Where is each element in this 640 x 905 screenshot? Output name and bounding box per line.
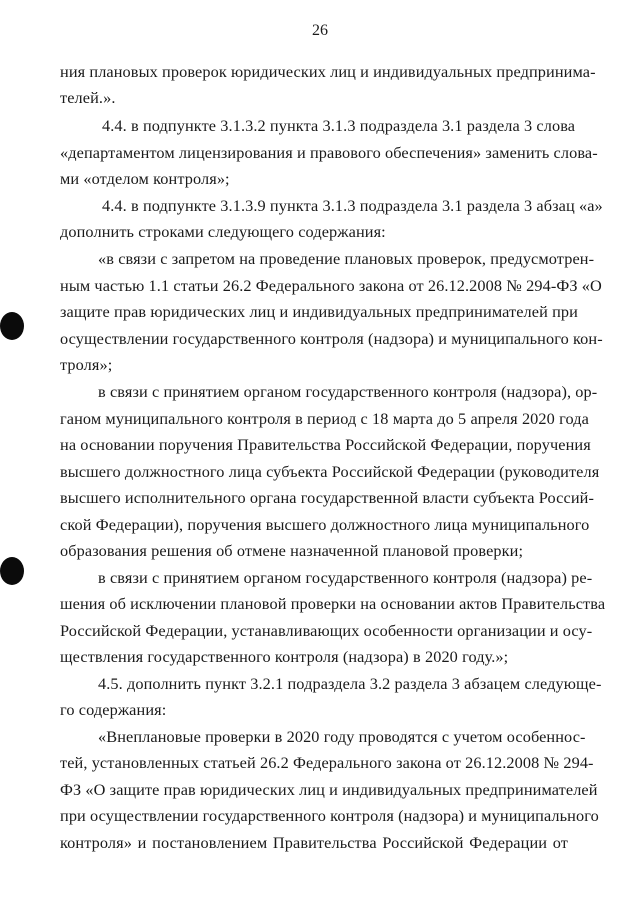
- text-line: ным частью 1.1 статьи 26.2 Федерального закона от 26.12.2008 № 294-ФЗ «О: [60, 276, 602, 295]
- punch-hole-bottom: [0, 557, 24, 585]
- text-line: ФЗ «О защите прав юридических лиц и индивидуальных предпринимателей: [60, 780, 598, 799]
- text-line: троля»;: [60, 355, 113, 374]
- text-line: ганом муниципального контроля в период с 18 марта до 5 апреля 2020 года: [60, 409, 589, 428]
- punch-hole-top: [0, 312, 24, 340]
- text-line: «в связи с запретом на проведение плановых проверок, предусмотрен-: [98, 249, 595, 268]
- text-line: «Внеплановые проверки в 2020 году проводятся с учетом особеннос-: [98, 727, 586, 746]
- text-line: защите прав юридических лиц и индивидуальных предпринимателей при: [60, 302, 578, 321]
- text-line: в связи с принятием органом государственного контроля (надзора), ор-: [98, 382, 598, 401]
- text-line: при осуществлении государственного контроля (надзора) и муниципального: [60, 806, 599, 825]
- text-line: ществления государственного контроля (надзора) в 2020 году.»;: [60, 647, 509, 666]
- text-line: осуществлении государственного контроля (надзора) и муниципального кон-: [60, 329, 603, 348]
- text-line: шения об исключении плановой проверки на основании актов Правительства: [60, 594, 606, 613]
- page-number: 26: [312, 22, 328, 39]
- text-line: 4.5. дополнить пункт 3.2.1 подраздела 3.2 раздела 3 абзацем следующе-: [98, 674, 602, 693]
- text-line: тей, установленных статьей 26.2 Федерального закона от 26.12.2008 № 294-: [60, 753, 594, 772]
- text-line: в связи с принятием органом государственного контроля (надзора) ре-: [98, 568, 593, 587]
- text-line: контроля» и постановлением Правительства Российской Федерации от: [60, 833, 568, 852]
- text-line: высшего должностного лица субъекта Российской Федерации (руководителя: [60, 462, 600, 481]
- text-line: го содержания:: [60, 700, 167, 719]
- text-line: 4.4. в подпункте 3.1.3.2 пункта 3.1.3 подраздела 3.1 раздела 3 слова: [102, 116, 576, 135]
- text-line: ми «отделом контроля»;: [60, 169, 230, 188]
- text-line: на основании поручения Правительства Российской Федерации, поручения: [60, 435, 591, 454]
- text-line: Российской Федерации, устанавливающих особенности организации и осу-: [60, 621, 593, 640]
- text-line: образования решения об отмене назначенной плановой проверки;: [60, 541, 524, 560]
- text-line: дополнить строками следующего содержания:: [60, 222, 386, 241]
- text-line: ской Федерации), поручения высшего должностного лица муниципального: [60, 515, 590, 534]
- text-line: ния плановых проверок юридических лиц и индивидуальных предпринима-: [60, 62, 596, 81]
- text-line: высшего исполнительного органа государственной власти субъекта Россий-: [60, 488, 594, 507]
- text-line: 4.4. в подпункте 3.1.3.9 пункта 3.1.3 подраздела 3.1 раздела 3 абзац «а»: [102, 196, 603, 215]
- text-line: телей.».: [60, 88, 116, 107]
- text-line: «департаментом лицензирования и правового обеспечения» заменить слова-: [60, 143, 598, 162]
